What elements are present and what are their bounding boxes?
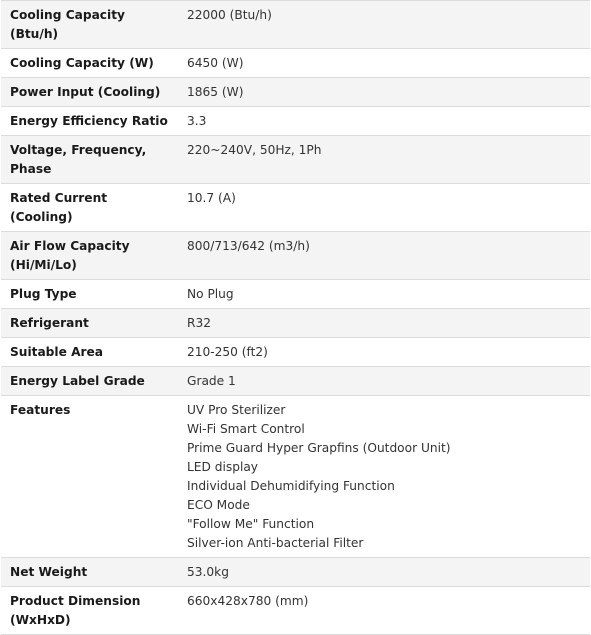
spec-value-line: LED display bbox=[187, 460, 259, 474]
spec-value-line: Silver-ion Anti-bacterial Filter bbox=[187, 536, 364, 550]
spec-value-line: 800/713/642 (m3/h) bbox=[187, 239, 310, 253]
spec-row bbox=[1, 78, 590, 107]
spec-row bbox=[1, 309, 590, 338]
spec-value-line: 53.0kg bbox=[187, 565, 229, 579]
spec-value bbox=[180, 1, 590, 49]
spec-value-line: 220~240V, 50Hz, 1Ph bbox=[187, 143, 322, 157]
spec-value-line: ECO Mode bbox=[187, 498, 250, 512]
spec-row bbox=[1, 107, 590, 136]
spec-row bbox=[1, 338, 590, 367]
spec-row bbox=[1, 1, 590, 49]
spec-label: Air Flow Capacity (Hi/Mi/Lo) bbox=[1, 232, 180, 280]
spec-table-body bbox=[1, 1, 590, 635]
spec-label: Refrigerant bbox=[1, 309, 180, 338]
spec-label: Rated Current (Cooling) bbox=[1, 184, 180, 232]
spec-value-line: No Plug bbox=[187, 287, 234, 301]
spec-row bbox=[1, 184, 590, 232]
spec-table bbox=[1, 0, 590, 635]
spec-value-line: 660x428x780 (mm) bbox=[187, 594, 309, 608]
spec-value-line: 1865 (W) bbox=[187, 85, 244, 99]
spec-value-line: "Follow Me" Function bbox=[187, 517, 315, 531]
spec-value bbox=[180, 184, 590, 232]
spec-value bbox=[180, 107, 590, 136]
spec-value-line: 22000 (Btu/h) bbox=[187, 8, 272, 22]
spec-value-line: Grade 1 bbox=[187, 374, 236, 388]
spec-value-line: 6450 (W) bbox=[187, 56, 244, 70]
spec-row bbox=[1, 232, 590, 280]
spec-value bbox=[180, 558, 590, 587]
spec-value-line: UV Pro Sterilizer bbox=[187, 403, 286, 417]
spec-label: Cooling Capacity (Btu/h) bbox=[1, 1, 180, 49]
spec-value-line: 3.3 bbox=[187, 114, 207, 128]
spec-value bbox=[180, 396, 590, 558]
spec-value bbox=[180, 280, 590, 309]
spec-label: Suitable Area bbox=[1, 338, 180, 367]
spec-value bbox=[180, 367, 590, 396]
spec-value-line: 10.7 (A) bbox=[187, 191, 236, 205]
spec-row bbox=[1, 280, 590, 309]
spec-value bbox=[180, 136, 590, 184]
spec-value bbox=[180, 232, 590, 280]
spec-label: Features bbox=[1, 396, 180, 558]
spec-label: Cooling Capacity (W) bbox=[1, 49, 180, 78]
spec-row bbox=[1, 587, 590, 635]
spec-row bbox=[1, 49, 590, 78]
spec-value-line: 210-250 (ft2) bbox=[187, 345, 268, 359]
spec-row bbox=[1, 396, 590, 558]
spec-value bbox=[180, 338, 590, 367]
spec-label: Energy Efficiency Ratio bbox=[1, 107, 180, 136]
spec-value bbox=[180, 309, 590, 338]
spec-row bbox=[1, 136, 590, 184]
spec-label: Energy Label Grade bbox=[1, 367, 180, 396]
spec-value bbox=[180, 78, 590, 107]
spec-label: Product Dimension (WxHxD) bbox=[1, 587, 180, 635]
spec-label: Plug Type bbox=[1, 280, 180, 309]
spec-label: Power Input (Cooling) bbox=[1, 78, 180, 107]
spec-row bbox=[1, 558, 590, 587]
spec-value bbox=[180, 49, 590, 78]
spec-value-line: R32 bbox=[187, 316, 211, 330]
spec-value-line: Prime Guard Hyper Grapfins (Outdoor Unit) bbox=[187, 441, 451, 455]
spec-value bbox=[180, 587, 590, 635]
spec-value-line: Individual Dehumidifying Function bbox=[187, 479, 395, 493]
spec-value-line: Wi-Fi Smart Control bbox=[187, 422, 305, 436]
spec-label: Voltage, Frequency, Phase bbox=[1, 136, 180, 184]
spec-label: Net Weight bbox=[1, 558, 180, 587]
spec-row bbox=[1, 367, 590, 396]
